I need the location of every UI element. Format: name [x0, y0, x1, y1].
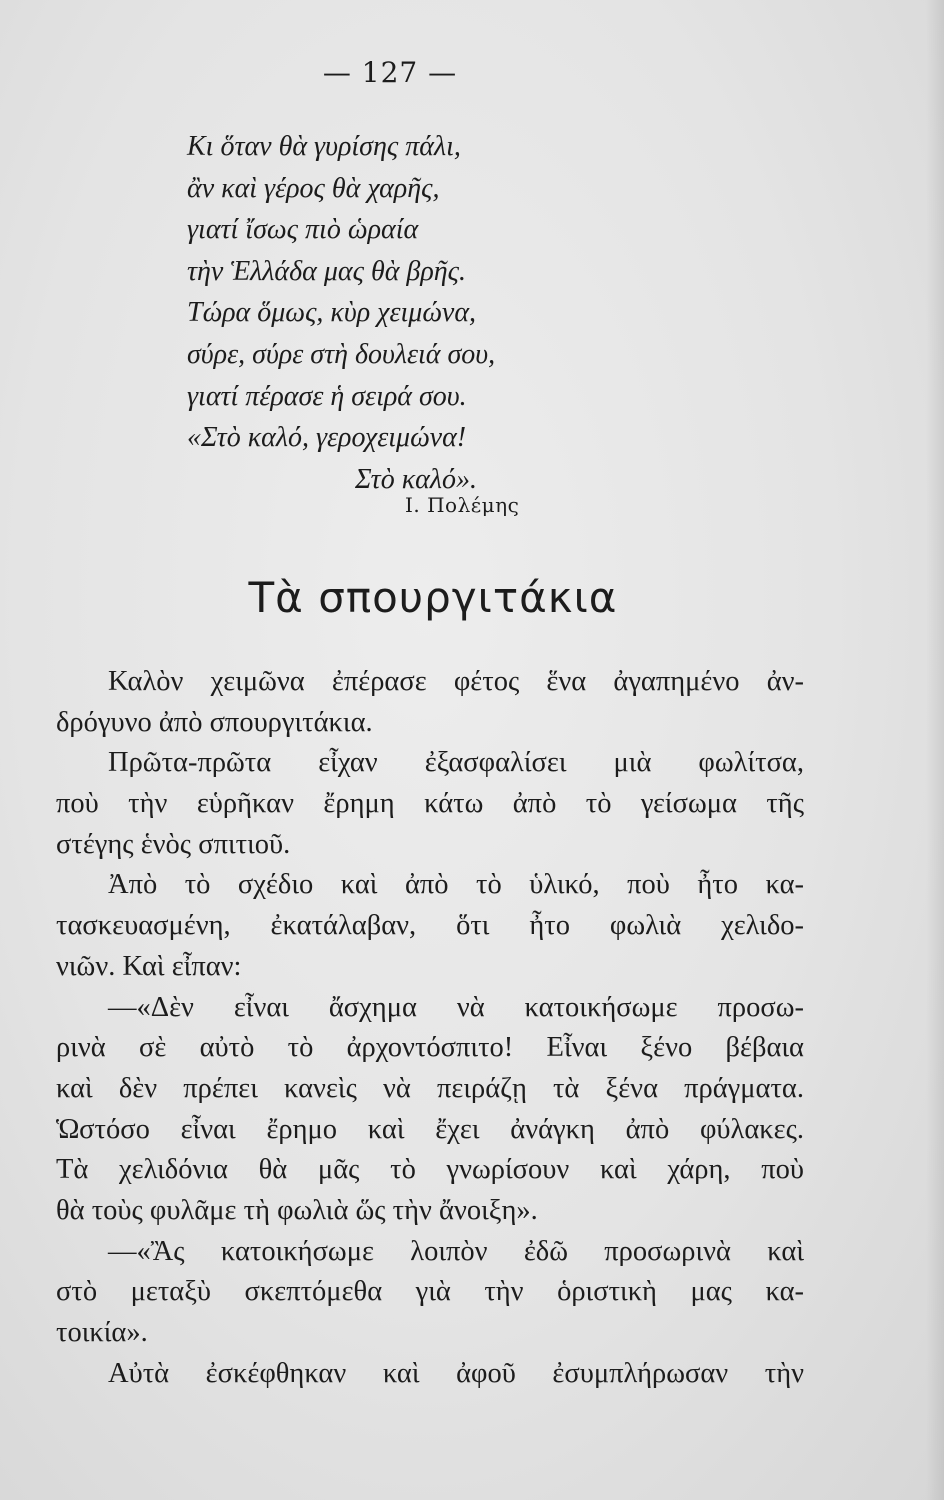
- text-line: Αὐτὰ ἐσκέφθηκαν καὶ ἀφοῦ ἐσυμπλήρωσαν τὴν: [108, 1357, 804, 1389]
- text-line: ρινὰ σὲ αὐτὸ τὸ ἀρχοντόσπιτο! Εἶναι ξένο βέβαια: [56, 1032, 804, 1064]
- text-line: —«Ἂς κατοικήσωμε λοιπὸν ἐδῶ προσωρινὰ καὶ: [108, 1235, 804, 1267]
- section-title: Τὰ σπουργιτάκια: [248, 573, 618, 622]
- poem-line: ἂν καὶ γέρος θὰ χαρῆς,: [187, 172, 440, 204]
- poem-line: τὴν Ἑλλάδα μας θὰ βρῆς.: [187, 255, 467, 287]
- text-line: Ἀπὸ τὸ σχέδιο καὶ ἀπὸ τὸ ὑλικό, ποὺ ἦτο κα-: [108, 869, 804, 901]
- text-line: Ὡστόσο εἶναι ἔρημο καὶ ἔχει ἀνάγκη ἀπὸ φύλακες.: [56, 1113, 804, 1145]
- poem-author: Ι. Πολέμης: [405, 493, 520, 517]
- text-line: τασκευασμένη, ἐκατάλαβαν, ὅτι ἦτο φωλιὰ χελιδο-: [56, 910, 804, 942]
- text-line: στέγης ἑνὸς σπιτιοῦ.: [56, 828, 291, 860]
- text-line: ποὺ τὴν εὑρῆκαν ἔρημη κάτω ἀπὸ τὸ γείσωμα τῆς: [56, 788, 804, 820]
- poem-line: Στὸ καλό».: [355, 463, 477, 495]
- text-line: τοικία».: [56, 1317, 148, 1348]
- story-text: [56, 662, 804, 1394]
- text-line: δρόγυνο ἀπὸ σπουργιτάκια.: [56, 706, 373, 738]
- poem-stanza: [187, 126, 495, 500]
- text-line: —«Δὲν εἶναι ἄσχημα νὰ κατοικήσωμε προσω-: [108, 991, 804, 1023]
- poem-line: γιατί ἴσως πιὸ ὡραία: [187, 214, 419, 246]
- text-line: Καλὸν χειμῶνα ἐπέρασε φέτος ἕνα ἀγαπημένο ἀν-: [108, 666, 804, 697]
- poem-line: «Στὸ καλό, γεροχειμώνα!: [187, 422, 467, 454]
- poem-line: γιατί πέρασε ἡ σειρά σου.: [187, 380, 467, 412]
- text-line: θὰ τοὺς φυλᾶμε τὴ φωλιὰ ὥς τὴν ἄνοιξη».: [56, 1194, 538, 1226]
- page-number: — 127 —: [322, 56, 458, 89]
- text-line: Πρῶτα-πρῶτα εἶχαν ἐξασφαλίσει μιὰ φωλίτσα,: [108, 747, 804, 779]
- text-line: Τὰ χελιδόνια θὰ μᾶς τὸ γνωρίσουν καὶ χάρη, ποὺ: [56, 1154, 804, 1186]
- text-line: καὶ δὲν πρέπει κανεὶς νὰ πειράζῃ τὰ ξένα πράγματα.: [56, 1072, 804, 1104]
- page-edge-shadow: [926, 0, 944, 1500]
- poem-line: σύρε, σύρε στὴ δουλειά σου,: [187, 338, 496, 370]
- text-line: στὸ μεταξὺ σκεπτόμεθα γιὰ τὴν ὁριστικὴ μας κα-: [56, 1276, 804, 1308]
- poem-line: Κι ὅταν θὰ γυρίσης πάλι,: [187, 131, 461, 162]
- poem-line: Τώρα ὅμως, κὺρ χειμώνα,: [187, 297, 477, 329]
- text-line: νιῶν. Καὶ εἶπαν:: [56, 950, 242, 982]
